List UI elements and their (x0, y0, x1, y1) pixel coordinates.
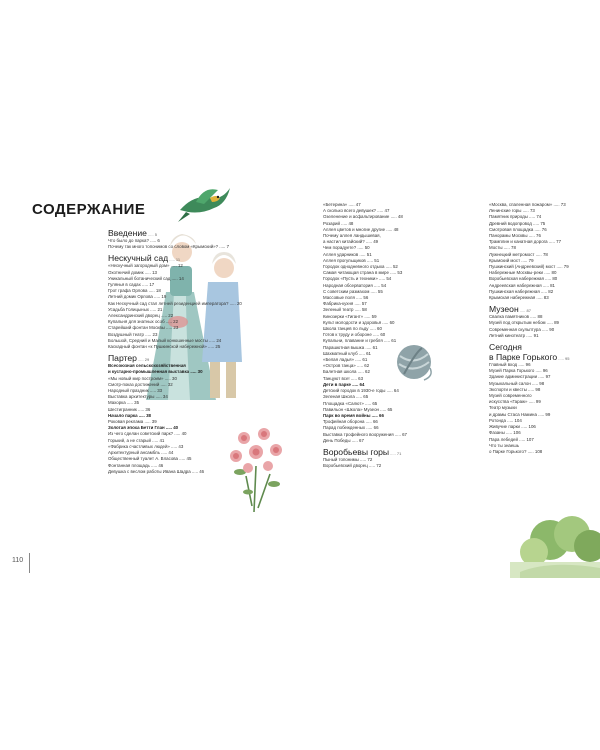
toc-column-3 (489, 202, 599, 455)
toc-entry[interactable]: Школа танцев по льду ..... 60 (323, 326, 382, 332)
toc-entry[interactable]: Детский городок в 1930-е годы ..... 64 (323, 388, 399, 394)
section-page-prefix: ..... (389, 450, 397, 456)
toc-entry[interactable]: Воробьевский дворец ..... 72 (323, 463, 382, 469)
toc-entry[interactable]: Зеленая Школа ..... 65 (323, 394, 369, 400)
toc-entry[interactable]: Театр музыки (489, 405, 517, 411)
toc-entry[interactable]: Шестигранник ..... 36 (108, 406, 151, 412)
toc-entry[interactable]: Махорка ..... 35 (108, 400, 140, 406)
toc-entry[interactable]: Купальня для знатных особ ..... 22 (108, 319, 179, 325)
section-title: Музеон (489, 304, 519, 315)
toc-entry[interactable]: Аллея ударников ..... 51 (323, 251, 372, 257)
toc-column-1 (108, 228, 298, 475)
toc-entry[interactable]: Кинозерки «Гигант» ..... 59 (323, 313, 377, 319)
section-title: Партер (108, 353, 137, 364)
toc-entry[interactable]: Свалка памятников ..... 88 (489, 314, 543, 320)
toc-entry[interactable]: Современная скульптура ..... 90 (489, 326, 555, 332)
section-title: Введение (108, 228, 147, 238)
toc-entry[interactable]: Почему так много топонимов со словом «Крымский»? ..... 7 (108, 244, 230, 250)
toc-entry[interactable]: Воздушный театр ..... 23 (108, 331, 158, 337)
toc-entry[interactable]: Общественный туалет А. Власова ..... 45 (108, 456, 192, 462)
toc-entry[interactable]: Ротонда ..... 104 (489, 417, 522, 423)
toc-entry[interactable]: Грот графа Орлова ..... 18 (108, 288, 161, 294)
toc-entry[interactable]: Павильон «Школа» Музеон ..... 65 (323, 406, 393, 412)
toc-entry[interactable]: Музей под открытым небом ..... 89 (489, 320, 559, 326)
toc-entry[interactable]: Шахматный клуб ..... 61 (323, 350, 372, 356)
toc-entry[interactable]: Набережные Москвы-реки ..... 80 (489, 270, 557, 276)
toc-entry[interactable]: Горький, а не старый ..... 41 (108, 437, 165, 443)
toc-entry[interactable]: Что ты знаешь (489, 442, 520, 448)
toc-entry[interactable]: Площадка «Салют» ..... 65 (323, 400, 378, 406)
section-page-number: 87 (526, 308, 531, 314)
section-page-number: 29 (144, 357, 150, 363)
toc-entry[interactable]: День Победы ..... 67 (323, 437, 364, 443)
toc-section-heading[interactable] (108, 253, 298, 263)
toc-subsection-entry[interactable]: Золотая эпоха Бетти Глан ..... 40 (108, 425, 179, 431)
page-number-divider (29, 553, 30, 573)
toc-entry[interactable]: Народная обсерватория ..... 54 (323, 282, 387, 288)
toc-subsection-entry[interactable]: Начало парка ..... 38 (108, 412, 151, 418)
toc-entry[interactable]: Смотровая площадка ..... 76 (489, 226, 547, 232)
toc-entry[interactable]: Культ молодости и здоровья ..... 60 (323, 319, 395, 325)
toc-entry[interactable]: Воробьевская набережная ..... 80 (489, 276, 558, 282)
toc-entry[interactable]: Ленинские горы ..... 73 (489, 208, 535, 214)
toc-entry[interactable]: Народный праздник ..... 33 (108, 388, 163, 394)
toc-entry[interactable]: а настил китайский? ..... 49 (323, 239, 379, 245)
toc-entry[interactable]: Музей Парка Горького ..... 96 (489, 368, 548, 374)
toc-entry[interactable]: «Нескучный загородный дом» ..... 12 (108, 263, 183, 269)
page-number: 110 (12, 557, 24, 564)
toc-entry[interactable]: Почему аллея ландышевая, (323, 233, 381, 239)
toc-entry[interactable]: «Мы новый мир построим» ..... 30 (108, 375, 177, 381)
toc-entry[interactable]: Главный вход ..... 96 (489, 362, 531, 368)
toc-entry[interactable]: Розарий ..... 48 (323, 220, 354, 226)
toc-entry[interactable]: «Белая ладья» ..... 61 (323, 357, 368, 363)
toc-entry[interactable]: Усадьба Голицыных ..... 21 (108, 306, 163, 312)
toc-section-heading[interactable] (108, 228, 298, 238)
toc-entry[interactable]: Танцуют все! ..... 63 (323, 375, 364, 381)
toc-entry[interactable]: Роковая реклама ..... 39 (108, 419, 157, 425)
toc-entry[interactable]: Экспорти и квесты ..... 98 (489, 386, 541, 392)
section-page-prefix: ..... (518, 308, 527, 314)
toc-entry[interactable]: Выставка архитектуры ..... 34 (108, 394, 168, 400)
toc-entry[interactable]: Гулянья в садах ..... 17 (108, 282, 155, 288)
toc-entry[interactable]: С советским размахом ..... 55 (323, 288, 383, 294)
toc-entry[interactable]: Старейший фонтан Москвы ..... 23 (108, 325, 179, 331)
toc-entry[interactable]: Музей современного (489, 393, 532, 399)
toc-section-heading[interactable] (323, 447, 493, 457)
toc-entry[interactable]: Мосты ..... 78 (489, 245, 516, 251)
toc-entry[interactable]: Здание администрации ..... 97 (489, 374, 551, 380)
toc-entry[interactable]: Александринский дворец ..... 22 (108, 313, 174, 319)
toc-entry[interactable]: Девушка с веслом работы Ивана Шадра ..... 46 (108, 468, 205, 474)
toc-section-heading[interactable] (489, 304, 599, 314)
toc-entry[interactable]: «Москва, спаленная пожаром» ..... 73 (489, 202, 566, 207)
section-title: Сегодня (489, 342, 522, 353)
toc-entry[interactable]: Летний кинотеатр ..... 91 (489, 332, 539, 338)
toc-entry[interactable]: «Остров танца» ..... 62 (323, 363, 370, 369)
toc-entry[interactable]: Из чего сделан советский парк? ..... 40 (108, 431, 187, 437)
toc-entry[interactable]: Пыный топонимы ..... 72 (323, 456, 373, 462)
toc-entry[interactable]: Андреевская набережная ..... 81 (489, 282, 555, 288)
toc-entry[interactable]: Трофейная оборона ..... 66 (323, 419, 378, 425)
toc-entry[interactable]: Памятник природы ..... 74 (489, 214, 542, 220)
toc-entry[interactable]: Крымская набережная ..... 83 (489, 295, 549, 301)
park-trees-illustration (510, 512, 600, 578)
toc-entry[interactable]: Архитектурный ансамбль ..... 44 (108, 450, 174, 456)
toc-entry[interactable]: Фонтанная площадь ..... 46 (108, 462, 164, 468)
section-page-prefix: ..... (136, 357, 145, 363)
toc-entry[interactable]: Лужнецкий метромост ..... 78 (489, 251, 548, 257)
toc-entry[interactable]: Парашютная вышка ..... 61 (323, 344, 378, 350)
toc-entry[interactable]: Самая читающая страна в мире ..... 53 (323, 270, 403, 276)
toc-entry[interactable]: Фабрика-кухня ..... 57 (323, 301, 367, 307)
toc-entry[interactable]: о Парке Горького? ..... 108 (489, 448, 543, 454)
toc-subsection-entry[interactable]: Всесоюзная сельскохозяйственная (108, 363, 186, 369)
toc-entry[interactable]: «Фабрика счастливых людей» ..... 43 (108, 443, 184, 449)
toc-entry[interactable]: Городок «Пусть и техники» ..... 54 (323, 276, 392, 282)
section-title: Воробьевы горы (323, 446, 390, 457)
toc-entry[interactable]: Каскадный фонтан «к Пушкинской набережной» ..... 25 (108, 344, 221, 350)
toc-entry[interactable]: Массовые поля ..... 56 (323, 295, 369, 301)
section-page-number: 71 (396, 450, 402, 456)
toc-entry[interactable]: Чем порадуете? ..... 50 (323, 245, 370, 251)
toc-entry[interactable]: Панорамы Москвы ..... 76 (489, 233, 541, 239)
toc-entry[interactable]: Балетная школа ..... 62 (323, 369, 370, 375)
toc-entry[interactable]: Зеленый театр ..... 58 (323, 307, 367, 313)
section-page-number: 11 (175, 257, 181, 263)
toc-entry[interactable]: и драмы Стаса Намина ..... 99 (489, 411, 551, 417)
toc-subsection-entry[interactable]: Дети в парке ..... 64 (323, 381, 365, 387)
toc-entry[interactable]: Трамплин и канатная дорога ..... 77 (489, 239, 562, 245)
toc-section-heading[interactable] (489, 352, 599, 362)
toc-entry[interactable]: Парад побежденных ..... 66 (323, 425, 379, 431)
toc-entry[interactable]: Уникальный ботанический сад ..... 14 (108, 275, 184, 281)
section-page-number: 95 (564, 356, 570, 362)
toc-entry[interactable]: Смотр-показ достижений ..... 32 (108, 381, 173, 387)
toc-entry[interactable]: Купальни, плавание и гребля ..... 61 (323, 338, 397, 344)
section-page-number: 5 (154, 232, 157, 237)
toc-entry[interactable]: Музыкальный салон ..... 98 (489, 380, 545, 386)
page-title: СОДЕРЖАНИЕ (32, 201, 146, 218)
toc-entry[interactable]: Пара лебедей ..... 107 (489, 436, 534, 442)
toc-entry[interactable]: Фазаны ..... 106 (489, 430, 521, 436)
toc-entry[interactable]: Пушкинский (Андреевский) мост ..... 79 (489, 264, 569, 270)
toc-entry[interactable]: Городок однодневного отдыха ..... 52 (323, 264, 398, 270)
toc-entry[interactable]: Что было до парка? ..... 6 (108, 238, 160, 243)
section-page-prefix: ..... (557, 356, 565, 362)
toc-entry[interactable]: Озеленение и асфальтирование ..... 48 (323, 214, 403, 220)
parrot-illustration (176, 180, 236, 224)
toc-entry[interactable]: Древний водопровод ..... 75 (489, 220, 546, 226)
toc-entry[interactable]: Как Нескучный сад стал летней резиденцией императора? ..... 20 (108, 300, 242, 306)
toc-entry[interactable]: Аллея цветов и многие другие ..... 48 (323, 226, 399, 232)
toc-entry[interactable]: Большой, Средний и Малый конюшенные мосты ..... 24 (108, 337, 222, 343)
toc-entry[interactable]: Выставка трофейного вооружения ..... 67 (323, 431, 407, 437)
toc-entry[interactable]: А сколько всего девушек? ..... 47 (323, 208, 390, 214)
toc-entry[interactable]: Крымский мост ..... 79 (489, 257, 534, 263)
toc-section-heading[interactable] (489, 342, 599, 352)
toc-entry[interactable]: «Бетерина» ..... 47 (323, 202, 361, 207)
toc-entry[interactable]: Готов к труду и обороне ..... 60 (323, 332, 386, 338)
section-title: Нескучный сад (108, 253, 169, 264)
toc-subsection-entry[interactable]: и кустарно-промышленная выставка ..... 30 (108, 369, 203, 375)
toc-entry[interactable]: Аллея прогульщиков ..... 51 (323, 257, 380, 263)
section-title: в Парке Горького (489, 352, 558, 363)
section-page-prefix: ..... (146, 232, 155, 237)
toc-entry[interactable]: Живучие парки ..... 106 (489, 424, 536, 430)
toc-entry[interactable]: Охотничий домик ..... 13 (108, 269, 157, 275)
toc-column-2 (323, 202, 493, 469)
toc-entry[interactable]: Пушкинская набережная ..... 82 (489, 288, 554, 294)
section-page-prefix: ..... (168, 257, 176, 263)
toc-section-heading[interactable] (108, 353, 298, 363)
toc-entry[interactable]: Летний домик Орлова ..... 19 (108, 294, 167, 300)
toc-entry[interactable]: искусства «Гараж» ..... 99 (489, 399, 541, 405)
toc-subsection-entry[interactable]: Парк во время войны ..... 66 (323, 412, 384, 418)
